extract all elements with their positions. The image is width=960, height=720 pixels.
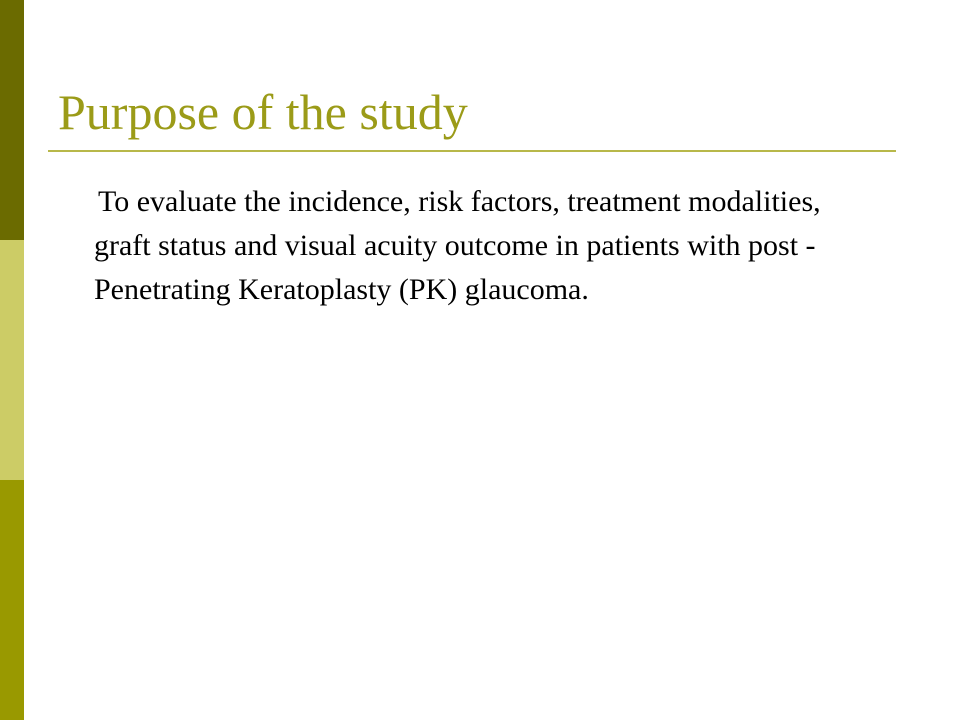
slide-body-text: To evaluate the incidence, risk factors, treatment modalities, graft status and visual acuity outcome in patients with post - Penetrating Keratoplasty (PK) glaucoma. [94, 185, 821, 306]
accent-bar-bottom [0, 480, 24, 720]
accent-bar-top [0, 0, 24, 240]
title-underline [48, 150, 896, 152]
slide-title: Purpose of the study [58, 84, 468, 140]
accent-bar-middle [0, 240, 24, 480]
